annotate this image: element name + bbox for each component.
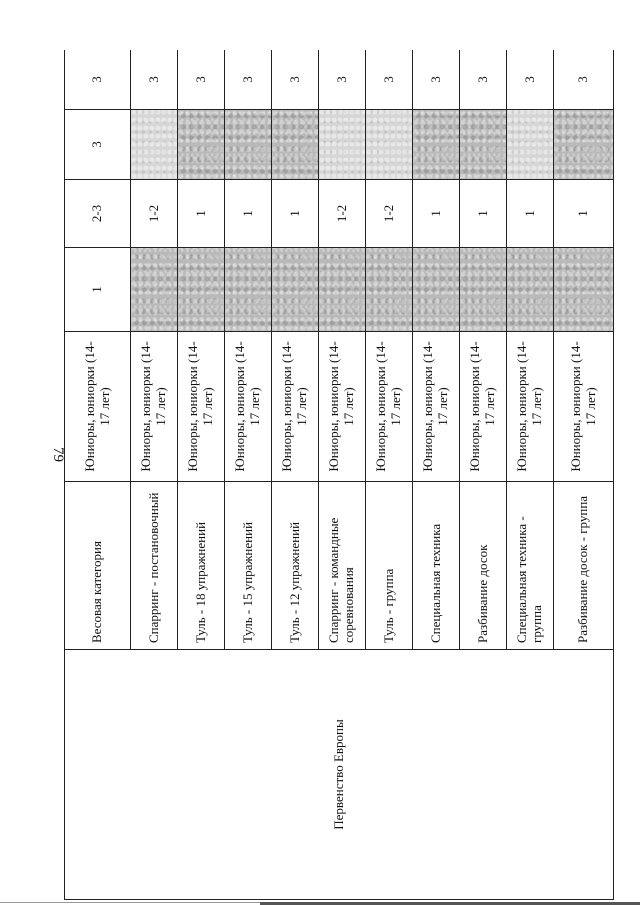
row-age: Юниоры, юниорки (14-17 лет) bbox=[554, 332, 614, 482]
row-discipline: Туль - 15 упражнений bbox=[225, 482, 272, 650]
row-age: Юниоры, юниорки (14-17 лет) bbox=[131, 332, 178, 482]
table-frame bbox=[64, 50, 614, 900]
row-col-2: 1 bbox=[178, 180, 225, 248]
row-col-3 bbox=[460, 110, 507, 180]
row-age: Юниоры, юниорки (14-17 лет) bbox=[366, 332, 413, 482]
row-col-3 bbox=[272, 110, 319, 180]
row-discipline: Специальная техника bbox=[413, 482, 460, 650]
row-col-1 bbox=[178, 248, 225, 332]
row-col-2: 1-2 bbox=[131, 180, 178, 248]
row-col-3 bbox=[225, 110, 272, 180]
row-col-4: 3 bbox=[178, 50, 225, 110]
row-age: Юниоры, юниорки (14-17 лет) bbox=[460, 332, 507, 482]
row-col-1 bbox=[460, 248, 507, 332]
row-col-3 bbox=[319, 110, 366, 180]
row-age: Юниоры, юниорки (14-17 лет) bbox=[507, 332, 554, 482]
row-age: Юниоры, юниорки (14-17 лет) bbox=[413, 332, 460, 482]
row-col-3 bbox=[507, 110, 554, 180]
row-col-1 bbox=[131, 248, 178, 332]
row-col-1 bbox=[319, 248, 366, 332]
row-discipline: Спарринг - командные соревнования bbox=[319, 482, 366, 650]
row-col-4: 3 bbox=[225, 50, 272, 110]
row-col-4: 3 bbox=[366, 50, 413, 110]
header-age: Юниоры, юниорки (14-17 лет) bbox=[65, 332, 131, 482]
row-col-3 bbox=[178, 110, 225, 180]
row-discipline: Специальная техника - группа bbox=[507, 482, 554, 650]
header-col-4: 3 bbox=[65, 50, 131, 110]
row-col-2: 1-2 bbox=[319, 180, 366, 248]
row-col-2: 1 bbox=[554, 180, 614, 248]
row-col-4: 3 bbox=[507, 50, 554, 110]
row-col-1 bbox=[554, 248, 614, 332]
row-col-3 bbox=[554, 110, 614, 180]
row-col-2: 1 bbox=[507, 180, 554, 248]
header-discipline: Весовая категория bbox=[65, 482, 131, 650]
row-col-4: 3 bbox=[131, 50, 178, 110]
row-col-1 bbox=[225, 248, 272, 332]
row-col-3 bbox=[366, 110, 413, 180]
row-discipline: Туль - 18 упражнений bbox=[178, 482, 225, 650]
row-col-4: 3 bbox=[460, 50, 507, 110]
row-col-4: 3 bbox=[413, 50, 460, 110]
results-table bbox=[64, 50, 614, 900]
header-col-2: 2-3 bbox=[65, 180, 131, 248]
row-col-4: 3 bbox=[319, 50, 366, 110]
row-discipline: Разбивание досок bbox=[460, 482, 507, 650]
page-number: 79 bbox=[50, 447, 66, 462]
row-col-4: 3 bbox=[272, 50, 319, 110]
row-col-2: 1 bbox=[413, 180, 460, 248]
row-col-4: 3 bbox=[554, 50, 614, 110]
row-col-2: 1 bbox=[272, 180, 319, 248]
row-col-3 bbox=[413, 110, 460, 180]
row-age: Юниоры, юниорки (14-17 лет) bbox=[225, 332, 272, 482]
header-col-3: 3 bbox=[65, 110, 131, 180]
competition-cell: Первенство Европы bbox=[65, 650, 614, 900]
header-row bbox=[65, 50, 131, 900]
row-col-1 bbox=[507, 248, 554, 332]
row-discipline: Разбивание досок - группа bbox=[554, 482, 614, 650]
header-col-1: 1 bbox=[65, 248, 131, 332]
row-discipline: Спарринг - постановочный bbox=[131, 482, 178, 650]
row-age: Юниоры, юниорки (14-17 лет) bbox=[272, 332, 319, 482]
row-col-2: 1 bbox=[225, 180, 272, 248]
row-col-1 bbox=[366, 248, 413, 332]
row-age: Юниоры, юниорки (14-17 лет) bbox=[319, 332, 366, 482]
row-col-2: 1-2 bbox=[366, 180, 413, 248]
row-age: Юниоры, юниорки (14-17 лет) bbox=[178, 332, 225, 482]
row-col-1 bbox=[413, 248, 460, 332]
row-col-2: 1 bbox=[460, 180, 507, 248]
rotated-sheet bbox=[64, 50, 614, 900]
row-col-1 bbox=[272, 248, 319, 332]
row-discipline: Туль - группа bbox=[366, 482, 413, 650]
row-discipline: Туль - 12 упражнений bbox=[272, 482, 319, 650]
row-col-3 bbox=[131, 110, 178, 180]
